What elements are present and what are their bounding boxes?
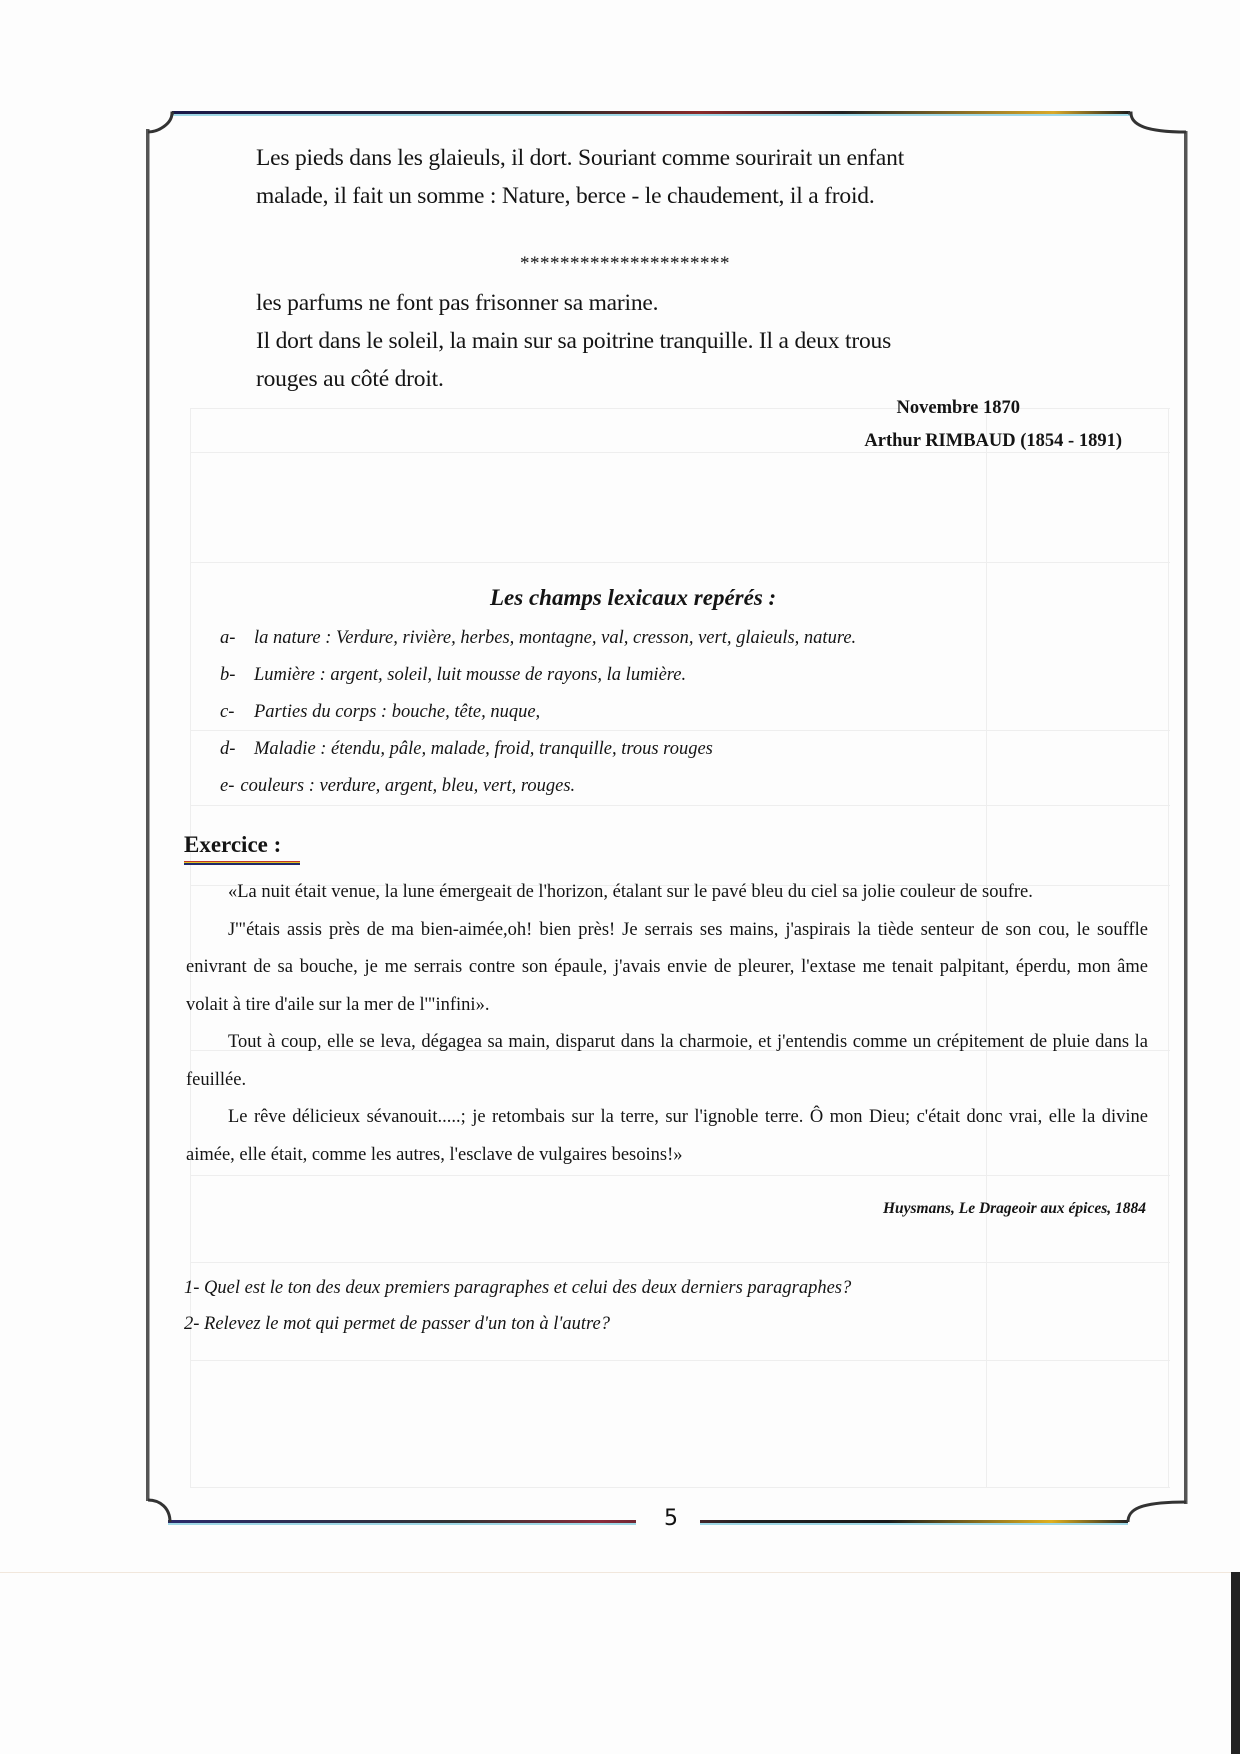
stanza-separator: *********************: [520, 253, 730, 274]
question-item: 1- Quel est le ton des deux premiers paragraphes et celui des deux derniers paragraphes?: [184, 1278, 852, 1298]
exercise-heading: Exercice :: [184, 832, 282, 857]
bleed-through-line: [190, 1360, 1170, 1361]
lexical-fields-heading: Les champs lexicaux repérés :: [490, 585, 777, 610]
frame-left-rule: [146, 129, 149, 1501]
bleed-through-line: [1168, 408, 1169, 1488]
exercise-questions: [184, 1270, 851, 1342]
item-letter: e-: [220, 776, 235, 796]
item-text: la nature : Verdure, rivière, herbes, montagne, val, cresson, vert, glaieuls, nature.: [254, 628, 857, 648]
poem-line: les parfums ne font pas frisonner sa marine.: [256, 290, 659, 316]
lexical-field-item: [220, 694, 856, 731]
frame-right-rule: [1184, 131, 1187, 1504]
bleed-through-line: [190, 805, 1170, 806]
poem-line: Les pieds dans les glaieuls, il dort. Souriant comme sourirait un enfant: [256, 145, 905, 171]
passage-paragraph: J'"étais assis près de ma bien-aimée,oh! bien près! Je serrais ses mains, j'aspirais la tiède senteur de son cou, le souffle enivrant de sa bouche, je me serrais contre son épaule, j'avais envie de pleurer, l'extase me tenait palpitant, éperdu, mon âme volait à tire d'aile sur la mer de l'"infini».: [186, 919, 1148, 1015]
passage-paragraph: Tout à coup, elle se leva, dégagea sa main, disparut dans la charmoie, et j'entendis comme un crépitement de pluie dans la feuillée.: [186, 1032, 1148, 1090]
lexical-field-item: [220, 657, 856, 694]
poem-stanza-before: [256, 139, 1086, 215]
exercise-heading-underline: [184, 861, 300, 865]
item-text: Lumière : argent, soleil, luit mousse de rayons, la lumière.: [254, 665, 687, 685]
page-number: 5: [664, 1506, 678, 1531]
lexical-field-item: [220, 731, 856, 768]
bleed-through-line: [190, 1262, 1170, 1263]
passage-paragraph: «La nuit était venue, la lune émergeait de l'horizon, étalant sur le pavé bleu du ciel sa jolie couleur de soufre.: [228, 882, 1033, 902]
frame-corner-top-left-icon: [144, 108, 176, 134]
frame-corner-bottom-right-icon: [1124, 1498, 1190, 1526]
bleed-through-line: [190, 408, 1170, 409]
item-letter: c-: [220, 702, 235, 722]
frame-corner-bottom-left-icon: [144, 1498, 174, 1526]
bleed-through-line: [190, 452, 1170, 453]
poem-stanza-after: [256, 284, 1086, 398]
exercise-passage: [186, 874, 1148, 1174]
lexical-field-item: [220, 620, 856, 657]
poem-line: malade, il fait un somme : Nature, berce - le chaudement, il a froid.: [256, 183, 875, 209]
bleed-through-line: [190, 1175, 1170, 1176]
question-item: 2- Relevez le mot qui permet de passer d'un ton à l'autre?: [184, 1314, 610, 1334]
bleed-through-line: [190, 562, 1170, 563]
frame-corner-top-right-icon: [1126, 108, 1190, 134]
item-text: Maladie : étendu, pâle, malade, froid, tranquille, trous rouges: [254, 739, 713, 759]
poem-date: Novembre 1870: [896, 398, 1020, 418]
poem-author: Arthur RIMBAUD (1854 - 1891): [864, 431, 1122, 451]
bleed-through-line: [190, 1487, 1170, 1488]
item-letter: a-: [220, 628, 236, 648]
frame-top-rule: [172, 111, 1130, 114]
poem-line: rouges au côté droit.: [256, 366, 444, 392]
poem-line: Il dort dans le soleil, la main sur sa poitrine tranquille. Il a deux trous: [256, 328, 892, 354]
scan-edge-shadow: [1231, 1572, 1240, 1754]
passage-paragraph: Le rêve délicieux sévanouit.....; je retombais sur la terre, sur l'ignoble terre. Ô mon Dieu; c'était donc vrai, elle la divine aimée, elle était, comme les autres, l'esclave de vulgaires besoins!»: [186, 1107, 1148, 1165]
item-text: Parties du corps : bouche, tête, nuque,: [254, 702, 541, 722]
scan-edge-line: [0, 1572, 1240, 1573]
item-text: couleurs : verdure, argent, bleu, vert, rouges.: [240, 776, 576, 796]
lexical-fields-list: [220, 620, 856, 805]
item-letter: b-: [220, 665, 236, 685]
passage-source: Huysmans, Le Drageoir aux épices, 1884: [882, 1200, 1146, 1217]
item-letter: d-: [220, 739, 236, 759]
lexical-field-item: [220, 768, 856, 805]
